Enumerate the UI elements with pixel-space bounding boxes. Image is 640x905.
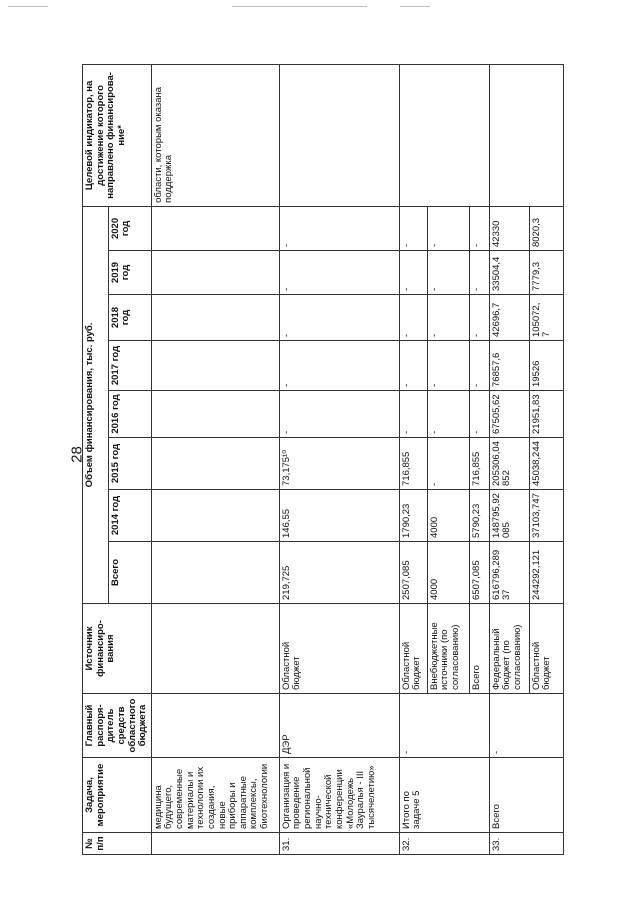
cell-2019: - [279, 251, 399, 295]
cell-source [151, 604, 279, 694]
header-task: Задача, мероприятие [83, 758, 152, 833]
cell-2018: - [469, 295, 489, 341]
cell-manager: - [399, 694, 489, 758]
cell-source: Внебюджетные источники (по согласованию) [427, 604, 469, 694]
cell-total: 6507,085 [469, 542, 489, 604]
cell-2015: 716,855 [399, 438, 427, 490]
cell-2014: 4000 [427, 490, 469, 542]
cell-2019: 33504,4 [489, 251, 529, 295]
cell-task: медицина будущего, современные материалы и технологии их создания, новые приборы и аппаратные комплексы, биотехнологии [151, 758, 279, 833]
cell-total: 4000 [427, 542, 469, 604]
cell-indicator [399, 64, 489, 206]
rotated-page-content [82, 65, 553, 855]
cell-task: Организация и проведение региональной научно-технической конференции «Молодежь Зауралья - III тысячелетию» [279, 758, 399, 833]
cell-indicator [279, 64, 399, 206]
cell-num: 33. [489, 833, 563, 855]
cell-num: 31. [279, 833, 399, 855]
cell-2015: 205306,04852 [489, 438, 529, 490]
cell-total: 219,725 [279, 542, 399, 604]
cell-2019: - [427, 251, 469, 295]
cell-2019: - [399, 251, 427, 295]
header-2015: 2015 год [108, 438, 151, 490]
cell-2018: 105072,7 [529, 295, 563, 341]
cell-task: Всего [489, 758, 563, 833]
cell-2016: - [469, 391, 489, 438]
scan-artifact-line [8, 6, 48, 7]
cell-2015: 73,175¹⁰ [279, 438, 399, 490]
cell-2016: - [399, 391, 427, 438]
header-total: Всего [108, 542, 151, 604]
header-2016: 2016 год [108, 391, 151, 438]
financing-table [82, 64, 564, 855]
cell-2016: - [427, 391, 469, 438]
cell-2014: 148795,92085 [489, 490, 529, 542]
cell-2018: - [399, 295, 427, 341]
cell-source: Федеральный бюджет (по согласованию) [489, 604, 529, 694]
table-row [399, 64, 427, 854]
cell-num: 32. [399, 833, 489, 855]
cell-2015: 45038,244 [529, 438, 563, 490]
cell-2020 [151, 206, 279, 250]
cell-2018: - [427, 295, 469, 341]
cell-2017: - [279, 341, 399, 391]
cell-2017 [151, 341, 279, 391]
header-indicator: Целевой индикатор, на достижение которого направлено финансирова-ние* [83, 64, 152, 206]
cell-2019: 7779,3 [529, 251, 563, 295]
header-manager: Главный распоря-дитель средств областного бюджета [83, 694, 152, 758]
header-2017: 2017 год [108, 341, 151, 391]
header-source: Источник финансиро-вания [83, 604, 152, 694]
header-row [83, 64, 109, 854]
scan-artifact-line [400, 6, 430, 7]
cell-2020: 42330 [489, 206, 529, 250]
cell-indicator [489, 64, 563, 206]
cell-source: Областной бюджет [399, 604, 427, 694]
cell-2015 [151, 438, 279, 490]
cell-2014: 37103,747 [529, 490, 563, 542]
header-volume-group: Объем финансирования, тыс. руб. [83, 206, 109, 603]
cell-2020: - [399, 206, 427, 250]
cell-2014: 1790,23 [399, 490, 427, 542]
cell-total [151, 542, 279, 604]
cell-manager: - [489, 694, 563, 758]
cell-source: Областной бюджет [279, 604, 399, 694]
cell-total: 2507,085 [399, 542, 427, 604]
cell-2018 [151, 295, 279, 341]
cell-2014: 146,55 [279, 490, 399, 542]
page-number: 28 [68, 446, 86, 463]
cell-2016 [151, 391, 279, 438]
cell-2019: - [469, 251, 489, 295]
cell-2020: - [469, 206, 489, 250]
table-row [151, 64, 279, 854]
cell-manager: ДЭР [279, 694, 399, 758]
cell-2017: - [399, 341, 427, 391]
cell-source: Всего [469, 604, 489, 694]
cell-indicator: области, которым оказана поддержка [151, 64, 279, 206]
cell-task: Итого по задаче 5 [399, 758, 489, 833]
cell-2015: 716,855 [469, 438, 489, 490]
cell-num [151, 833, 279, 855]
cell-2017: 76857,6 [489, 341, 529, 391]
cell-source: Областной бюджет [529, 604, 563, 694]
cell-2016: - [279, 391, 399, 438]
header-num: № п/п [83, 833, 152, 855]
cell-2017: - [469, 341, 489, 391]
cell-2018: 42696,7 [489, 295, 529, 341]
cell-2017: - [427, 341, 469, 391]
cell-2014: 5790,23 [469, 490, 489, 542]
cell-2015: - [427, 438, 469, 490]
cell-2016: 21951,83 [529, 391, 563, 438]
cell-total: 616796,28937 [489, 542, 529, 604]
cell-2020: - [427, 206, 469, 250]
header-2018: 2018 год [108, 295, 151, 341]
header-2020: 2020 год [108, 206, 151, 250]
cell-2017: 19526 [529, 341, 563, 391]
cell-manager [151, 694, 279, 758]
header-2019: 2019 год [108, 251, 151, 295]
cell-2018: - [279, 295, 399, 341]
cell-total: 244292,121 [529, 542, 563, 604]
cell-2016: 67505,62 [489, 391, 529, 438]
cell-2020: 8020,3 [529, 206, 563, 250]
cell-2019 [151, 251, 279, 295]
scan-artifact-line [232, 6, 367, 7]
cell-2020: - [279, 206, 399, 250]
table-row [279, 64, 399, 854]
header-2014: 2014 год [108, 490, 151, 542]
cell-2014 [151, 490, 279, 542]
table-row [489, 64, 529, 854]
